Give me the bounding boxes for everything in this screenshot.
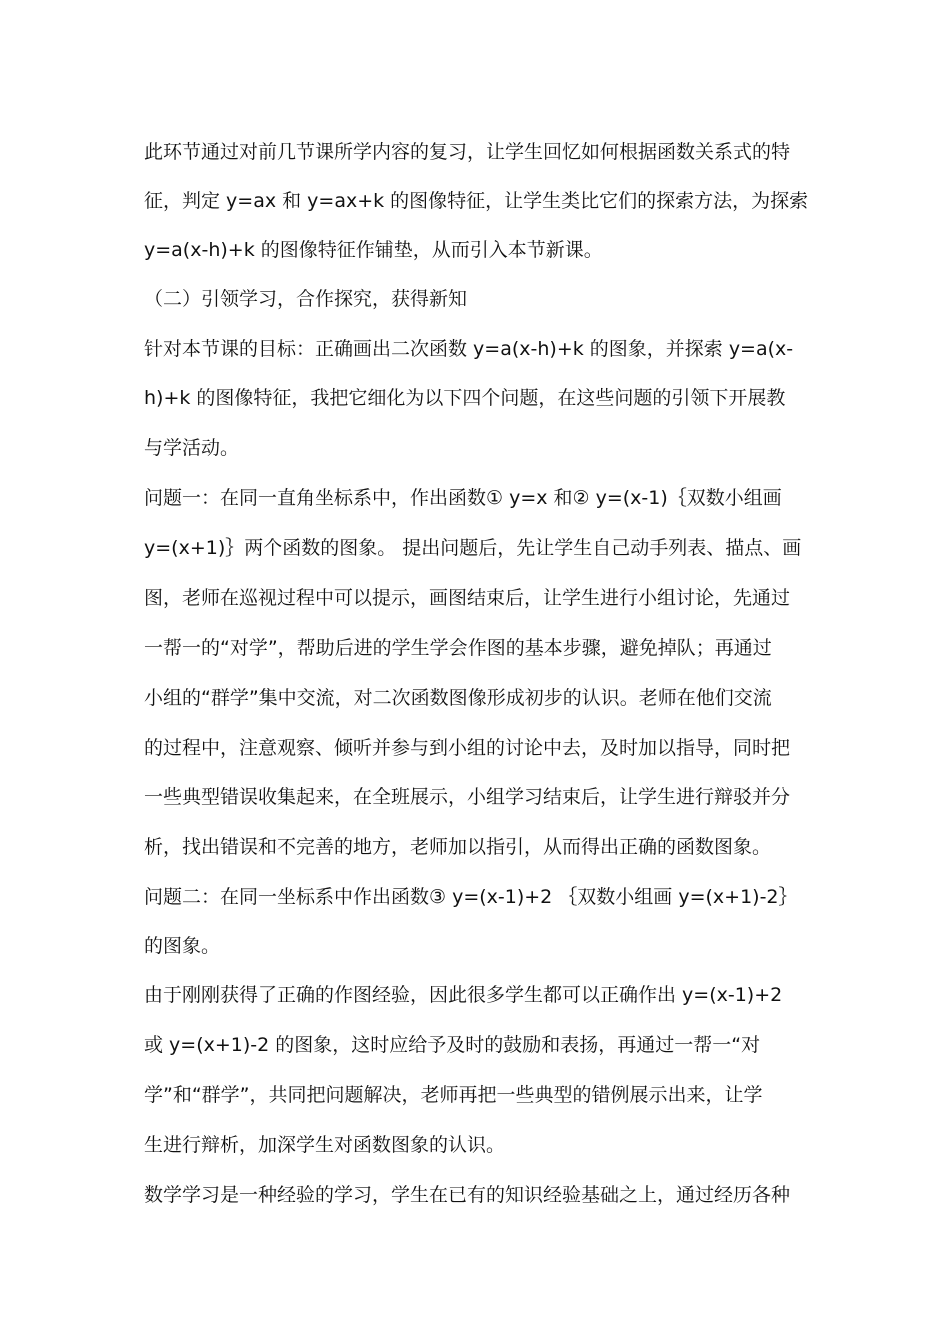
text-line: 的过程中，注意观察、倾听并参与到小组的讨论中去，及时加以指导，同时把 bbox=[144, 737, 791, 759]
text-line: 由于刚刚获得了正确的作图经验，因此很多学生都可以正确作出 y=(x-1)+2 bbox=[144, 984, 783, 1006]
text-line: 一帮一的“对学”，帮助后进的学生学会作图的基本步骤，避免掉队；再通过 bbox=[144, 637, 772, 659]
text-line: 征，判定 y=ax 和 y=ax+k 的图像特征，让学生类比它们的探索方法，为探索 bbox=[144, 190, 809, 212]
text-line: 图，老师在巡视过程中可以提示，画图结束后，让学生进行小组讨论，先通过 bbox=[144, 587, 791, 609]
text-line: h)+k 的图像特征，我把它细化为以下四个问题，在这些问题的引领下开展教 bbox=[144, 387, 786, 409]
text-line: 问题一：在同一直角坐标系中，作出函数① y=x 和② y=(x-1)｛双数小组画 bbox=[144, 487, 782, 509]
text-line: 此环节通过对前几节课所学内容的复习，让学生回忆如何根据函数关系式的特 bbox=[144, 141, 791, 163]
text-line: 或 y=(x+1)-2 的图象，这时应给予及时的鼓励和表扬，再通过一帮一“对 bbox=[144, 1034, 761, 1056]
text-line: 问题二：在同一坐标系中作出函数③ y=(x-1)+2 ｛双数小组画 y=(x+1)-2｝ bbox=[144, 886, 798, 908]
text-line: y=a(x-h)+k 的图像特征作铺垫，从而引入本节新课。 bbox=[144, 239, 603, 261]
section-heading: （二）引领学习，合作探究，获得新知 bbox=[144, 288, 468, 310]
text-line: 生进行辩析，加深学生对函数图象的认识。 bbox=[144, 1134, 506, 1156]
text-line: 与学活动。 bbox=[144, 437, 240, 459]
text-line: 数学学习是一种经验的学习，学生在已有的知识经验基础之上，通过经历各种 bbox=[144, 1184, 791, 1206]
text-line: 一些典型错误收集起来，在全班展示，小组学习结束后，让学生进行辩驳并分 bbox=[144, 786, 791, 808]
text-line: y=(x+1)｝两个函数的图象。 提出问题后，先让学生自己动手列表、描点、画 bbox=[144, 537, 802, 559]
text-line: 针对本节课的目标：正确画出二次函数 y=a(x-h)+k 的图象，并探索 y=a(x- bbox=[144, 338, 794, 360]
text-line: 小组的“群学”集中交流，对二次函数图像形成初步的认识。老师在他们交流 bbox=[144, 687, 772, 709]
text-line: 学”和“群学”，共同把问题解决，老师再把一些典型的错例展示出来，让学 bbox=[144, 1084, 763, 1106]
text-line: 的图象。 bbox=[144, 935, 221, 957]
text-line: 析，找出错误和不完善的地方，老师加以指引，从而得出正确的函数图象。 bbox=[144, 836, 772, 858]
